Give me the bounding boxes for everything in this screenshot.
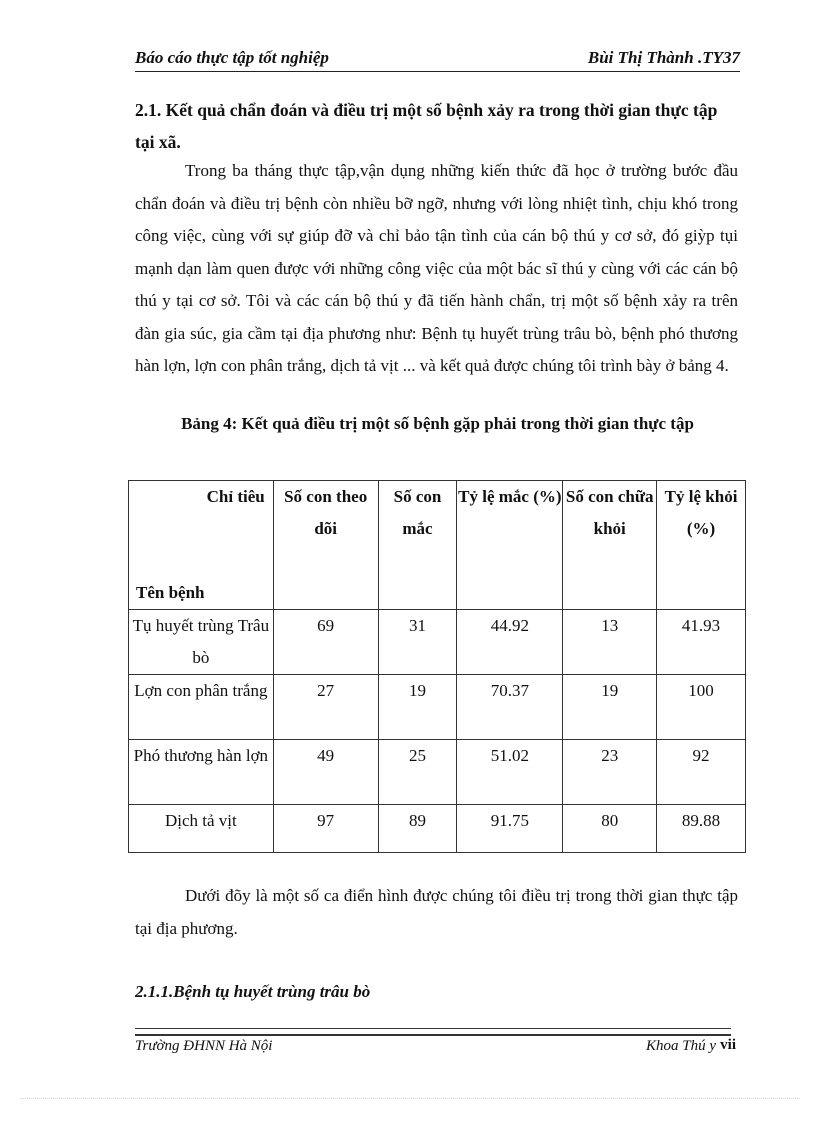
table-cell: 97 (273, 805, 378, 853)
table-row (129, 740, 746, 805)
table-cell: 92 (657, 740, 746, 805)
section-title: 2.1. Kết quả chẩn đoán và điều trị một số bệnh xảy ra trong thời gian thực tập tại xã. (135, 100, 718, 152)
footer-divider (135, 1028, 731, 1036)
table-cell: 13 (563, 610, 657, 675)
table-row (129, 610, 746, 675)
table-cell: 69 (273, 610, 378, 675)
table-cell: 19 (378, 675, 457, 740)
header-author: Bùi Thị Thành .TY37 (587, 48, 740, 67)
table-cell: 23 (563, 740, 657, 805)
table-cell: 70.37 (457, 675, 563, 740)
table-cell: 27 (273, 675, 378, 740)
column-header: Số con chữa khỏi (563, 481, 657, 610)
intro-paragraph: Trong ba tháng thực tập,vận dụng những kiến thức đã học ở trường bước đầu chẩn đoán và điều trị bệnh còn nhiều bỡ ngỡ, nhưng với lòng nhiệt tình, chịu khó trong công việc, cùng với sự giúp đỡ và chỉ bảo tận tình của cán bộ thú y cơ sở, đó giỳp tụi mạnh dạn làm quen được với những công việc của một bác sĩ thú y cùng với các cán bộ thú y tại cơ sở. Tôi và các cán bộ thú y đã tiến hành chẩn, trị một số bệnh xảy ra trên đàn gia súc, gia cầm tại địa phương như: Bệnh tụ huyết trùng trâu bò, bệnh phó thương hàn lợn, lợn con phân trắng, dịch tả vịt ... và kết quả được chúng tôi trình bày ở bảng 4. (135, 161, 738, 375)
disease-name-cell: Lợn con phân trắng (129, 675, 274, 740)
page-edge-dotted-line (20, 1098, 800, 1099)
table-cell: 49 (273, 740, 378, 805)
corner-label-indicator: Chỉ tiêu (206, 487, 265, 506)
table-corner-cell (129, 481, 274, 610)
header-report-title: Báo cáo thực tập tốt nghiệp (135, 48, 329, 67)
table-cell: 44.92 (457, 610, 563, 675)
table-cell: 91.75 (457, 805, 563, 853)
table-header-row (129, 481, 746, 610)
footer-university: Trường ĐHNN Hà Nội (135, 1038, 273, 1054)
table-row (129, 675, 746, 740)
table-cell: 89 (378, 805, 457, 853)
column-header: Tỷ lệ mắc (%) (457, 481, 563, 610)
disease-name-cell: Tụ huyết trùng Trâu bò (129, 610, 274, 675)
disease-name-cell: Dịch tả vịt (129, 805, 274, 853)
table-cell: 41.93 (657, 610, 746, 675)
table-cell: 89.88 (657, 805, 746, 853)
table-cell: 19 (563, 675, 657, 740)
page-header (135, 48, 740, 72)
column-header: Tỷ lệ khỏi (%) (657, 481, 746, 610)
corner-label-disease: Tên bệnh (136, 583, 205, 602)
column-header: Số con theo dõi (273, 481, 378, 610)
table-caption: Bảng 4: Kết quả điều trị một số bệnh gặp phải trong thời gian thực tập (181, 414, 694, 433)
table-cell: 100 (657, 675, 746, 740)
table-cell: 31 (378, 610, 457, 675)
page-footer (135, 1038, 740, 1062)
footer-faculty: Khoa Thú y (645, 1038, 716, 1054)
column-header: Số con mắc (378, 481, 457, 610)
table-row (129, 805, 746, 853)
header-divider (135, 71, 740, 72)
table-cell: 25 (378, 740, 457, 805)
results-table (128, 480, 746, 853)
page-number: vii (720, 1037, 736, 1053)
table-cell: 51.02 (457, 740, 563, 805)
transition-paragraph: Dưới đõy là một số ca điển hình được chúng tôi điều trị trong thời gian thực tập tại địa phương. (135, 886, 738, 938)
table-cell: 80 (563, 805, 657, 853)
subsection-title: 2.1.1.Bệnh tụ huyết trùng trâu bò (135, 982, 371, 1001)
disease-name-cell: Phó thương hàn lợn (129, 740, 274, 805)
